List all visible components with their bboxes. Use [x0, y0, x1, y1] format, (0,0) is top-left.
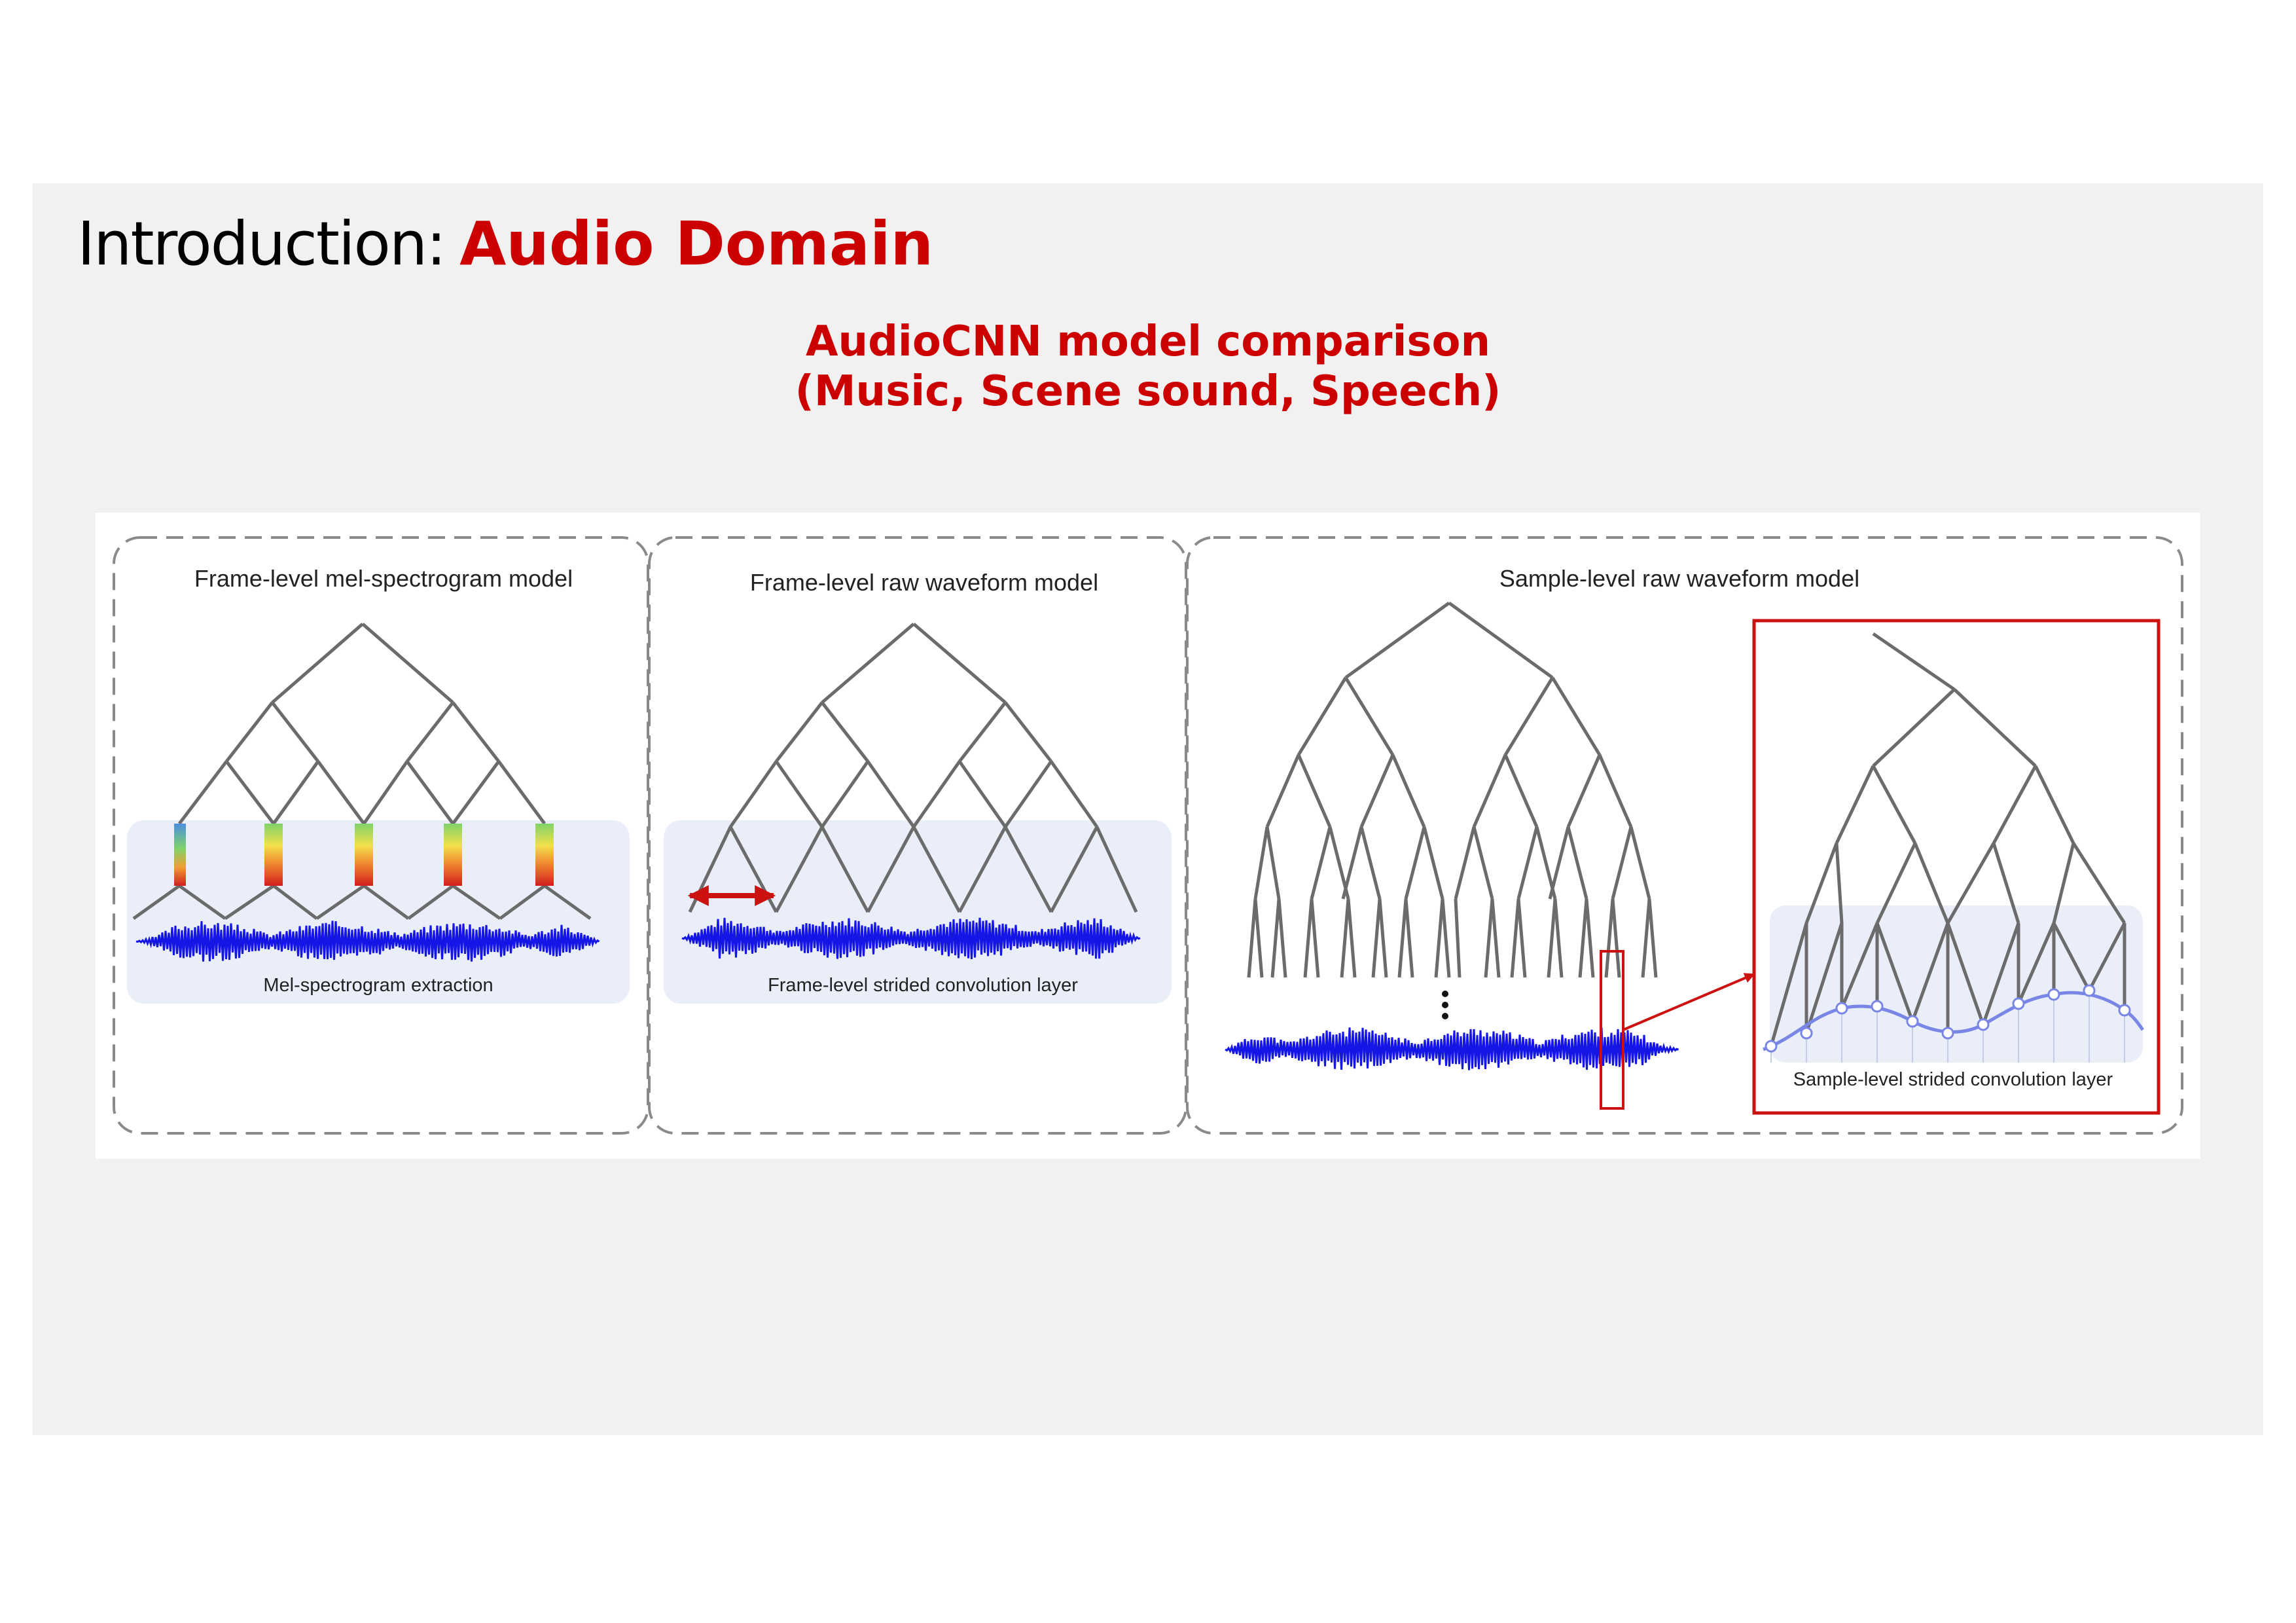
heading-prefix: Introduction:: [77, 209, 446, 279]
panel-3-tree: [1249, 603, 1656, 977]
panel-3-title: Sample-level raw waveform model: [1499, 565, 1860, 592]
vertical-ellipsis-icon: [1442, 991, 1448, 1019]
slide-subtitle: [0, 317, 2296, 416]
panel-2-caption: Frame-level strided convolution layer: [768, 975, 1078, 996]
slide-heading: [77, 208, 933, 280]
panel-1-title: Frame-level mel-spectrogram model: [194, 565, 573, 592]
zoom-connector-arrow: [1623, 974, 1754, 1030]
panel-3-waveform: [1225, 1028, 1679, 1070]
panel-1-caption: Mel-spectrogram extraction: [263, 975, 493, 996]
heading-accent: Audio Domain: [459, 209, 933, 279]
model-comparison-figure: [96, 513, 2200, 1159]
subtitle-line-1: AudioCNN model comparison: [806, 318, 1490, 366]
panel-3-caption: Sample-level strided convolution layer: [1793, 1069, 2113, 1090]
subtitle-line-2: (Music, Scene sound, Speech): [795, 367, 1501, 416]
figure-graphics: [96, 513, 2200, 1159]
panel-2-title: Frame-level raw waveform model: [749, 569, 1099, 596]
